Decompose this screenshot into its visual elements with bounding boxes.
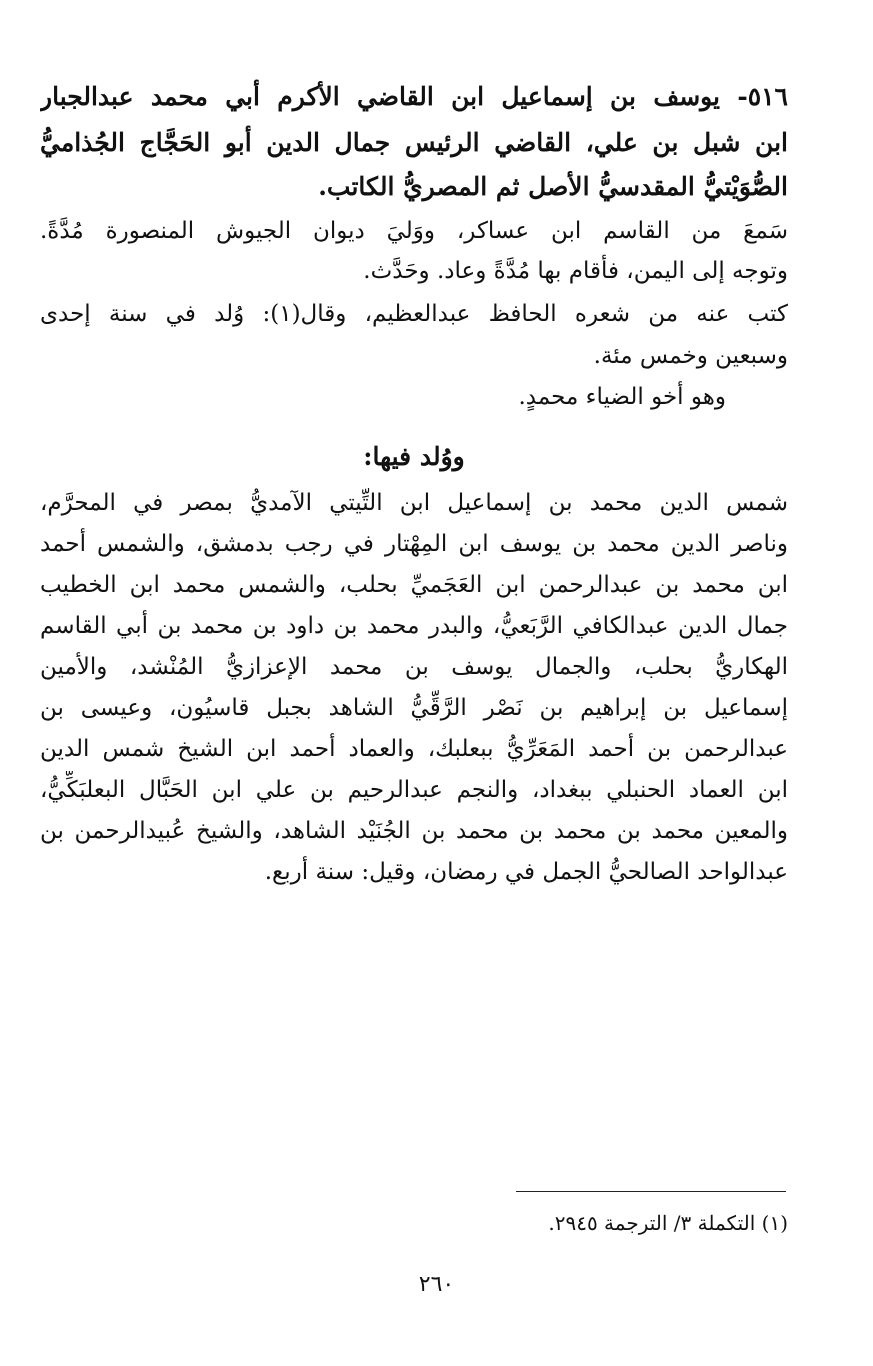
entry-body-line-5-text: وهو أخو الضياء محمدٍ. <box>518 384 726 410</box>
section-line-9: والمعين محمد بن محمد بن محمد بن الجُنَيْد الشاهد، والشيخ عُبيدالرحمن بن <box>40 818 788 844</box>
entry-heading-line-3: الصُّوَيْتيُّ المقدسيُّ الأصل ثم المصريُّ الكاتب. <box>318 172 788 201</box>
section-line-6: إسماعيل بن إبراهيم بن نَصْر الرَّقِّيُّ الشاهد بجبل قاسيُون، وعيسى بن <box>40 695 788 721</box>
section-line-2: وناصر الدين محمد بن يوسف ابن المِهْتار في رجب بدمشق، والشمس أحمد <box>40 531 788 557</box>
section-line-4: جمال الدين عبدالكافي الرَّبَعيُّ، والبدر محمد بن داود بن محمد بن أبي القاسم <box>40 613 788 639</box>
entry-body-line-2: وتوجه إلى اليمن، فأقام بها مُدَّةً وعاد. وحَدَّث. <box>363 258 788 284</box>
section-title: ووُلد فيها: <box>363 442 465 471</box>
entry-body-line-5 <box>40 378 788 418</box>
section-line-8: ابن العماد الحنبلي ببغداد، والنجم عبدالرحيم بن علي ابن الحَبَّال البعلبَكِّيُّ، <box>40 777 788 803</box>
entry-body-line-1: سَمعَ من القاسم ابن عساكر، ووَليَ ديوان الجيوش المنصورة مُدَّةً. <box>40 218 788 244</box>
page-number: ٢٦٠ <box>418 1272 455 1297</box>
section-line-3: ابن محمد بن عبدالرحمن ابن العَجَميِّ بحلب، والشمس محمد ابن الخطيب <box>40 572 788 598</box>
section-line-10: عبدالواحد الصالحيُّ الجمل في رمضان، وقيل: سنة أربع. <box>264 859 788 885</box>
entry-heading-line-1: ٥١٦- يوسف بن إسماعيل ابن القاضي الأكرم أبي محمد عبدالجبار <box>40 82 788 111</box>
entry-heading-line-2: ابن شبل بن علي، القاضي الرئيس جمال الدين أبو الحَجَّاج الجُذاميُّ <box>40 128 788 157</box>
footnote-divider <box>516 1191 786 1192</box>
section-line-1: شمس الدين محمد بن إسماعيل ابن التِّيتي الآمديُّ بمصر في المحرَّم، <box>40 490 788 516</box>
section-line-5: الهكاريُّ بحلب، والجمال يوسف بن محمد الإعزازيُّ المُنْشد، والأمين <box>40 654 788 680</box>
entry-body-line-4: وسبعين وخمس مئة. <box>593 343 788 369</box>
entry-body-line-3: كتب عنه من شعره الحافظ عبدالعظيم، وقال(١): وُلد في سنة إحدى <box>40 301 788 327</box>
footnote: (١) التكملة ٣/ الترجمة ٢٩٤٥. <box>548 1211 788 1235</box>
section-line-7: عبدالرحمن بن أحمد المَعَرِّيُّ ببعلبك، والعماد أحمد ابن الشيخ شمس الدين <box>40 736 788 762</box>
